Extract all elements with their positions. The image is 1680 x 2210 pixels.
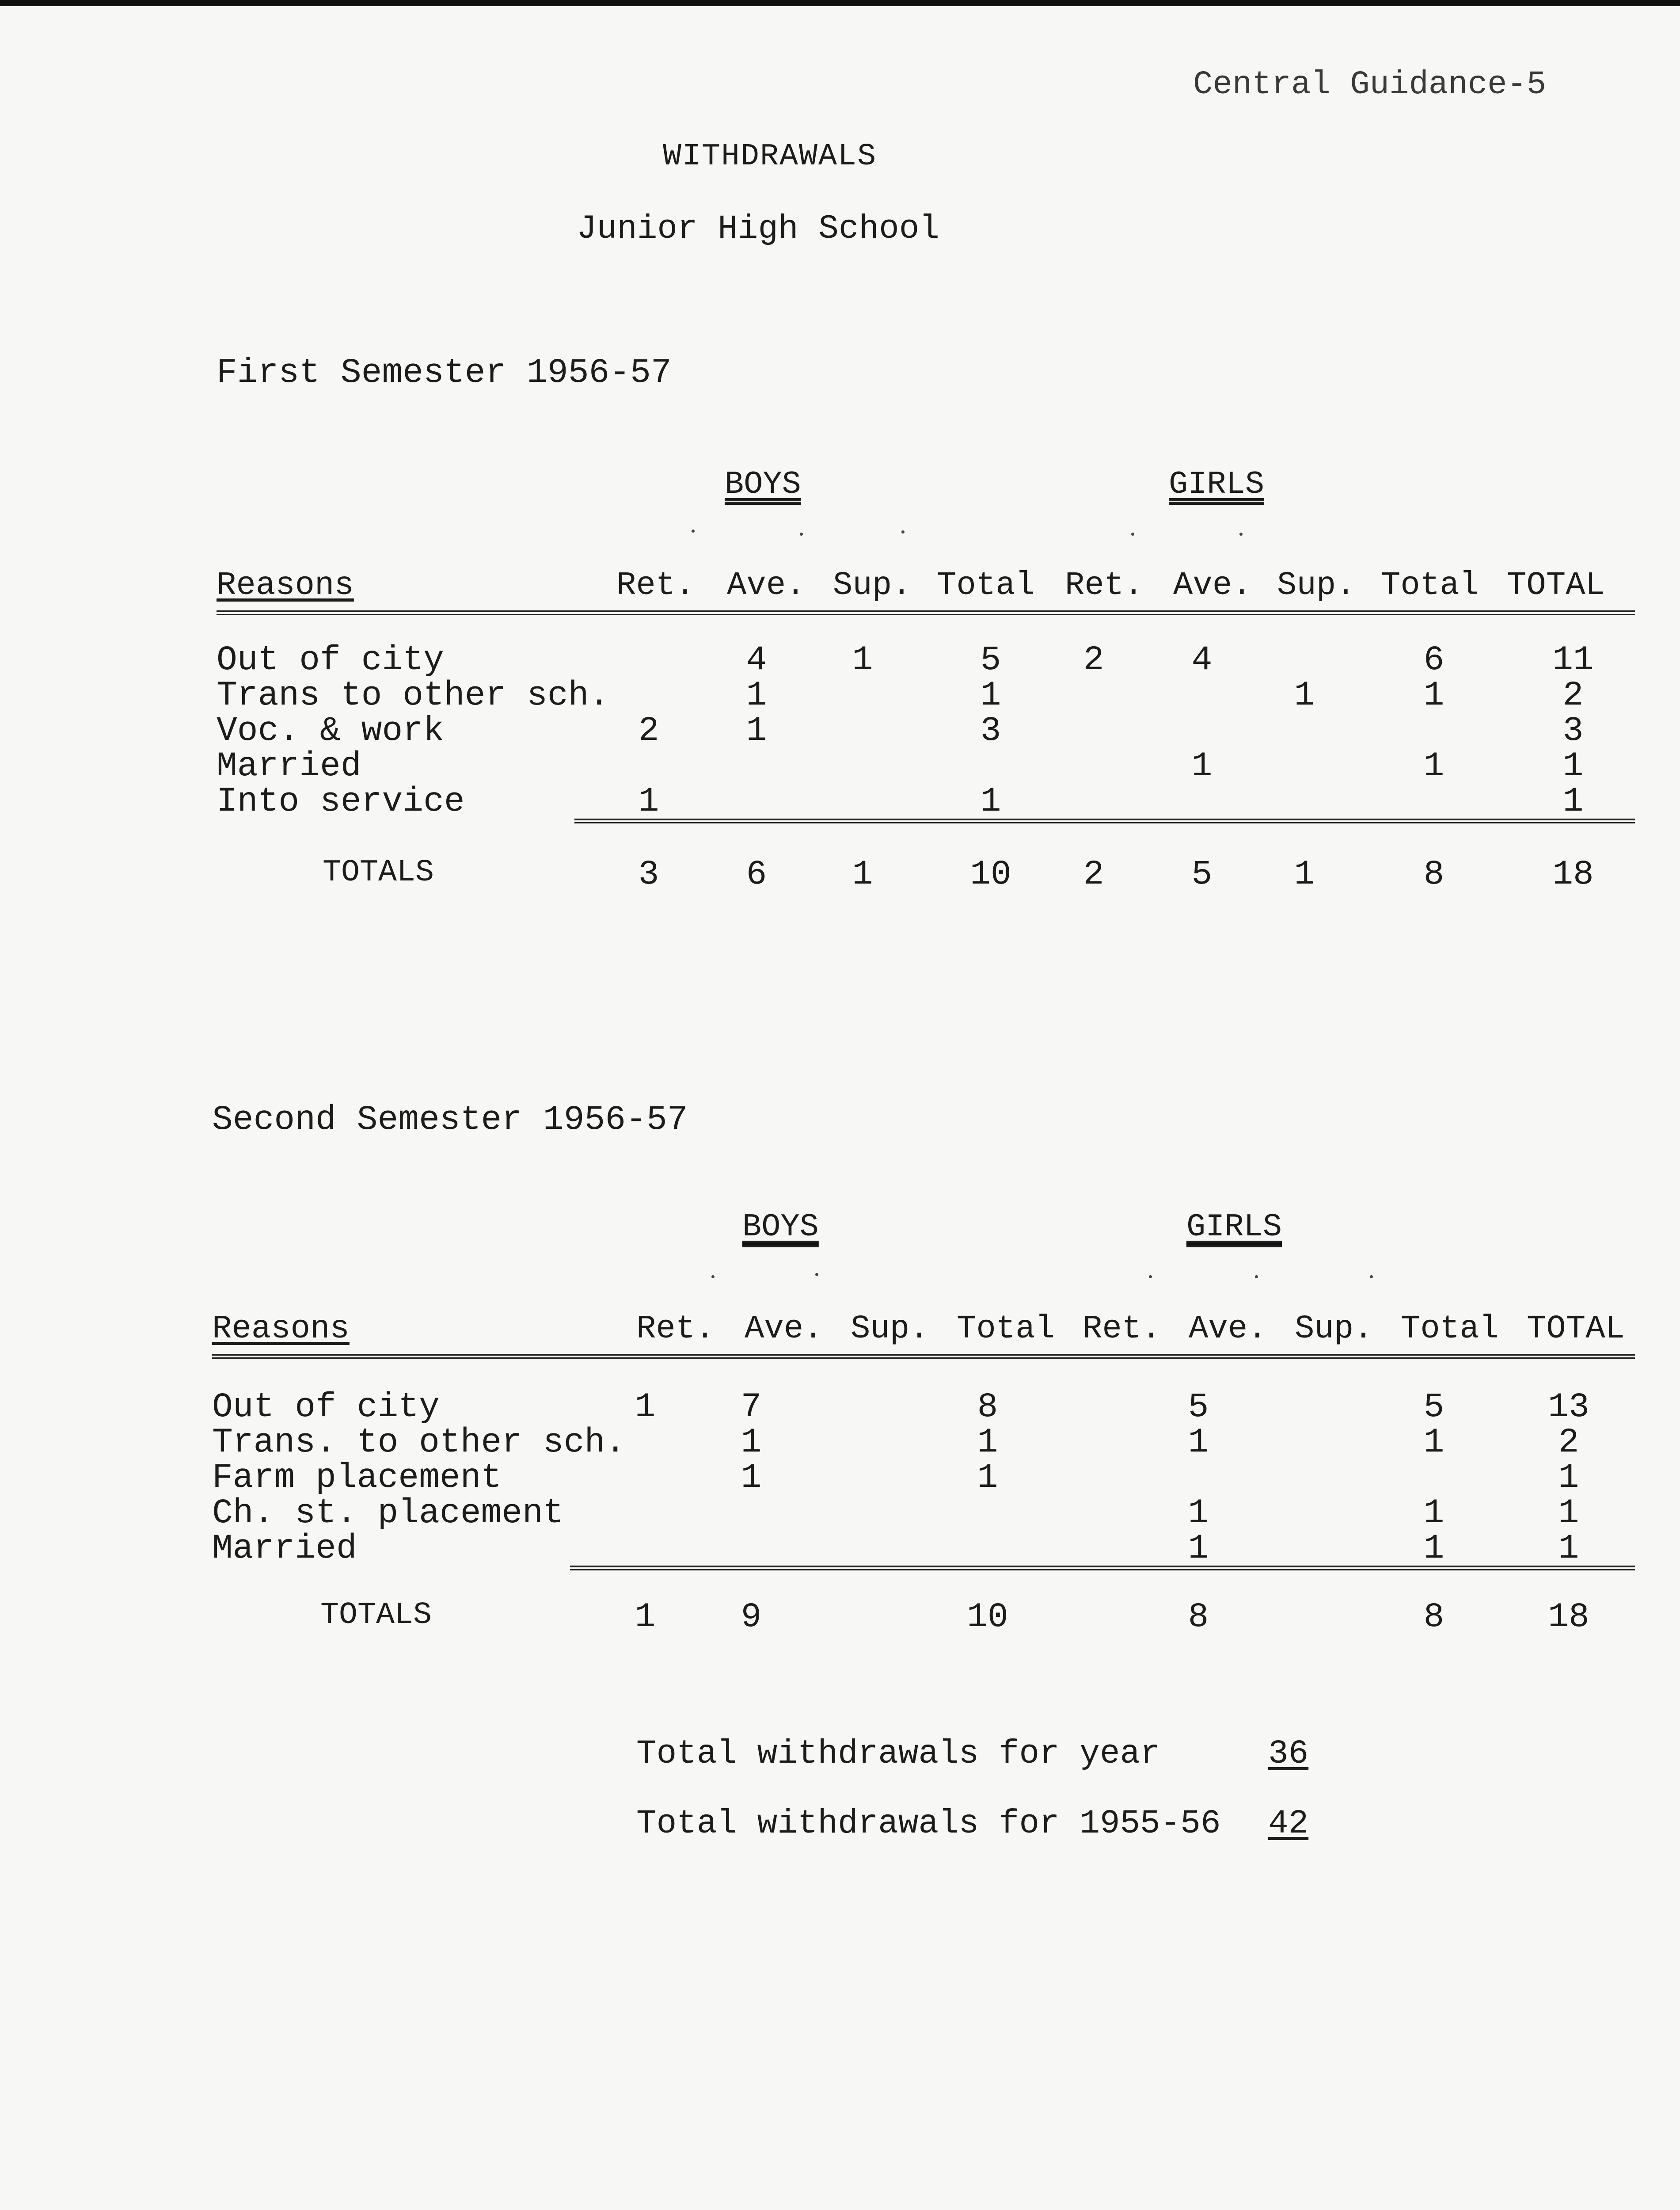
- totals-grand-total: 18: [1548, 1598, 1589, 1637]
- cell-boys-ave: 1: [741, 1423, 762, 1462]
- row-reason: Farm placement: [212, 1459, 502, 1497]
- cell-boys-ave: 4: [746, 641, 767, 680]
- cell-grand-total: 11: [1552, 641, 1594, 680]
- row-reason: Married: [212, 1529, 357, 1568]
- cell-grand-total: 1: [1562, 747, 1584, 786]
- ink-dot: [1255, 1275, 1258, 1278]
- totals-boys-ave: 9: [741, 1598, 762, 1637]
- cell-boys-ret: 1: [635, 1388, 656, 1427]
- row-reason: Ch. st. placement: [212, 1494, 564, 1533]
- cell-grand-total: 13: [1548, 1388, 1589, 1427]
- totals-boys-sup: 1: [852, 855, 873, 894]
- document-title: WITHDRAWALS: [663, 139, 877, 174]
- cell-grand-total: 2: [1562, 676, 1584, 715]
- cell-girls-ave: 4: [1191, 641, 1212, 680]
- cell-girls-total: 1: [1423, 1529, 1444, 1568]
- year-total-label: Total withdrawals for year: [636, 1735, 1160, 1773]
- document-subtitle: Junior High School: [577, 210, 939, 248]
- totals-girls-sup: 1: [1294, 855, 1315, 894]
- ink-dot: [1131, 533, 1134, 536]
- cell-girls-total: 1: [1423, 1494, 1444, 1533]
- girls-group-label: GIRLS: [1169, 466, 1265, 503]
- cell-girls-total: 1: [1423, 676, 1444, 715]
- column-header-grand-total: TOTAL: [1507, 567, 1605, 604]
- column-header-girls-ret: Ret.: [1065, 567, 1144, 604]
- column-header-boys-total: Total: [937, 567, 1035, 604]
- cell-girls-total: 1: [1423, 1423, 1444, 1462]
- cell-girls-ave: 5: [1188, 1388, 1209, 1427]
- column-header-boys-ret: Ret.: [636, 1311, 715, 1348]
- ink-dot: [1239, 533, 1243, 536]
- cell-girls-total: 5: [1423, 1388, 1444, 1427]
- totals-boys-ret: 3: [638, 855, 659, 894]
- totals-girls-total: 8: [1423, 855, 1444, 894]
- ink-dot: [1149, 1275, 1152, 1278]
- semester-heading: First Semester 1956-57: [217, 354, 672, 392]
- cell-boys-ave: 1: [746, 712, 767, 751]
- totals-label: TOTALS: [323, 855, 434, 890]
- column-header-girls-ret: Ret.: [1083, 1311, 1161, 1348]
- column-header-girls-sup: Sup.: [1277, 567, 1356, 604]
- totals-girls-ave: 8: [1188, 1598, 1209, 1637]
- cell-girls-ave: 1: [1191, 747, 1212, 786]
- semester-heading: Second Semester 1956-57: [212, 1101, 688, 1139]
- cell-girls-ave: 1: [1188, 1529, 1209, 1568]
- totals-grand-total: 18: [1552, 855, 1594, 894]
- cell-boys-ret: 1: [638, 782, 659, 821]
- cell-girls-total: 1: [1423, 747, 1444, 786]
- column-header-reasons: Reasons: [217, 567, 354, 604]
- cell-boys-total: 1: [980, 676, 1001, 715]
- cell-boys-total: 1: [977, 1423, 998, 1462]
- totals-girls-ret: 2: [1083, 855, 1104, 894]
- column-header-boys-sup: Sup.: [851, 1311, 929, 1348]
- column-header-boys-ret: Ret.: [616, 567, 695, 604]
- row-reason: Voc. & work: [217, 712, 444, 751]
- totals-double-rule: [570, 1566, 1635, 1570]
- column-header-girls-total: Total: [1401, 1311, 1499, 1348]
- column-header-boys-total: Total: [957, 1311, 1055, 1348]
- boys-group-label: BOYS: [725, 466, 801, 503]
- cell-grand-total: 3: [1562, 712, 1584, 751]
- cell-grand-total: 2: [1558, 1423, 1579, 1462]
- totals-label: TOTALS: [320, 1598, 432, 1633]
- row-reason: Out of city: [217, 641, 444, 680]
- cell-grand-total: 1: [1558, 1494, 1579, 1533]
- cell-girls-total: 6: [1423, 641, 1444, 680]
- prev-year-total-label: Total withdrawals for 1955-56: [636, 1805, 1221, 1843]
- cell-boys-ave: 1: [741, 1459, 762, 1497]
- totals-girls-total: 8: [1423, 1598, 1444, 1637]
- cell-boys-total: 8: [977, 1388, 998, 1427]
- row-reason: Trans. to other sch.: [212, 1423, 626, 1462]
- column-header-girls-total: Total: [1381, 567, 1479, 604]
- cell-grand-total: 1: [1558, 1459, 1579, 1497]
- cell-boys-ret: 2: [638, 712, 659, 751]
- cell-grand-total: 1: [1562, 782, 1584, 821]
- page-identifier: Central Guidance-5: [1193, 66, 1547, 103]
- ink-dot: [901, 530, 905, 533]
- cell-boys-sup: 1: [852, 641, 873, 680]
- page-top-edge: [0, 0, 1680, 6]
- column-header-girls-sup: Sup.: [1295, 1311, 1373, 1348]
- column-header-boys-ave: Ave.: [727, 567, 806, 604]
- totals-double-rule: [574, 819, 1635, 823]
- column-header-boys-ave: Ave.: [745, 1311, 823, 1348]
- cell-boys-total: 1: [977, 1459, 998, 1497]
- row-reason: Trans to other sch.: [217, 676, 610, 715]
- girls-group-label: GIRLS: [1186, 1209, 1282, 1245]
- ink-dot: [815, 1273, 818, 1276]
- cell-girls-ave: 1: [1188, 1494, 1209, 1533]
- ink-dot: [800, 533, 803, 536]
- column-header-reasons: Reasons: [212, 1311, 350, 1348]
- totals-boys-ave: 6: [746, 855, 767, 894]
- column-header-grand-total: TOTAL: [1527, 1311, 1625, 1348]
- row-reason: Out of city: [212, 1388, 440, 1427]
- prev-year-total-value: 42: [1268, 1805, 1309, 1843]
- header-double-rule: [212, 1354, 1635, 1359]
- year-total-value: 36: [1268, 1735, 1309, 1773]
- totals-boys-ret: 1: [635, 1598, 656, 1637]
- totals-boys-total: 10: [970, 855, 1011, 894]
- cell-boys-ave: 7: [741, 1388, 762, 1427]
- ink-dot: [711, 1275, 715, 1278]
- cell-grand-total: 1: [1558, 1529, 1579, 1568]
- cell-boys-total: 5: [980, 641, 1001, 680]
- column-header-girls-ave: Ave.: [1189, 1311, 1267, 1348]
- boys-group-label: BOYS: [742, 1209, 819, 1245]
- totals-girls-ave: 5: [1191, 855, 1212, 894]
- row-reason: Married: [217, 747, 361, 786]
- ink-dot: [1370, 1275, 1373, 1278]
- column-header-boys-sup: Sup.: [833, 567, 912, 604]
- cell-girls-sup: 1: [1294, 676, 1315, 715]
- row-reason: Into service: [217, 782, 465, 821]
- cell-boys-total: 3: [980, 712, 1001, 751]
- cell-girls-ret: 2: [1083, 641, 1104, 680]
- cell-boys-total: 1: [980, 782, 1001, 821]
- ink-dot: [692, 530, 695, 533]
- totals-boys-total: 10: [967, 1598, 1008, 1637]
- header-double-rule: [217, 610, 1635, 615]
- cell-boys-ave: 1: [746, 676, 767, 715]
- cell-girls-ave: 1: [1188, 1423, 1209, 1462]
- column-header-girls-ave: Ave.: [1173, 567, 1252, 604]
